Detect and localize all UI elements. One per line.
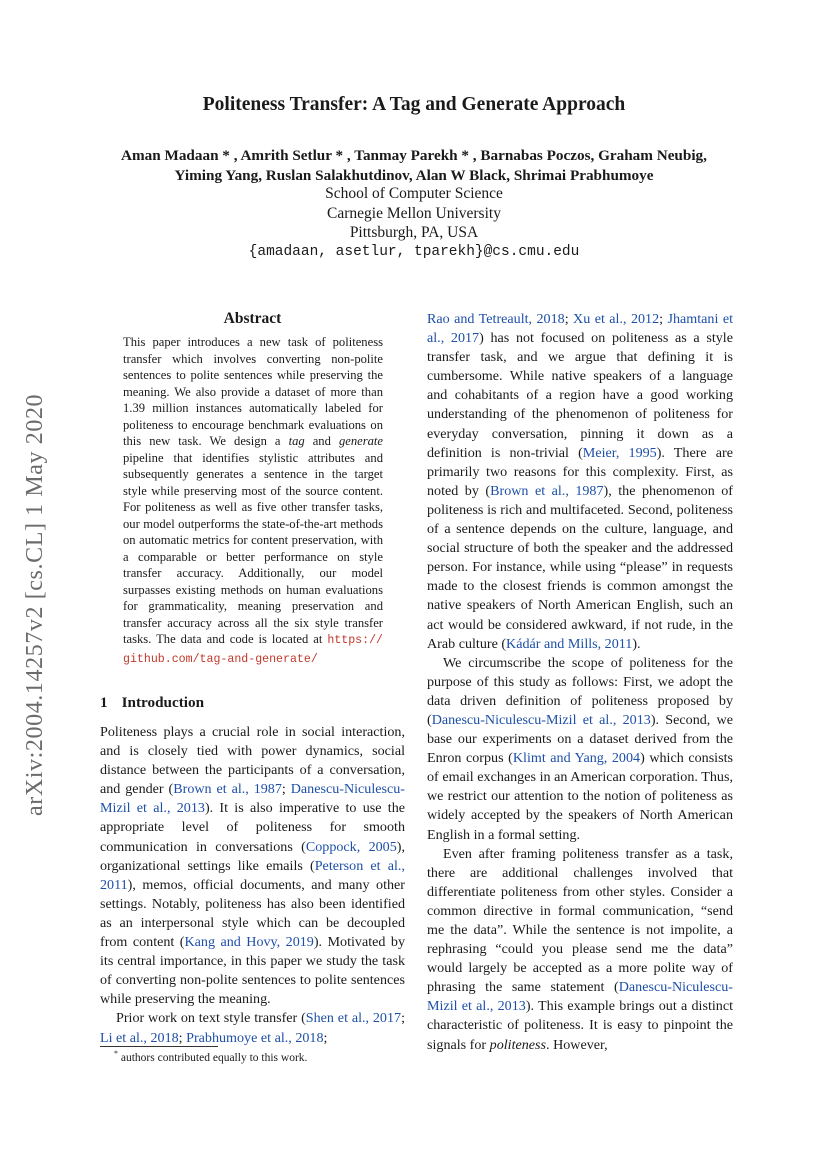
citation-link[interactable]: Coppock, 2005 xyxy=(305,838,397,855)
abstract-heading: Abstract xyxy=(223,310,282,327)
citation-link[interactable]: Meier, 1995 xyxy=(582,444,657,461)
citation-link[interactable]: Danescu-Niculescu-Mizil et al., 2013 xyxy=(100,781,405,817)
body-text: Politeness plays a crucial role in social interaction, and is closely tied with power dynamics, social distance between the participants of a conversation, and gender ( xyxy=(100,724,405,798)
abstract-emphasis: tag xyxy=(288,434,305,448)
body-text: We circumscribe the scope of politeness for the purpose of this study as follows: First, we adopt the data driven definition of politeness proposed by ( xyxy=(427,654,733,728)
citation-link[interactable]: Danescu-Niculescu-Mizil et al., 2013 xyxy=(431,711,651,728)
citation-link[interactable]: Brown et al., 1987 xyxy=(173,781,282,798)
abstract-text: This paper introduces a new task of politeness transfer which involves converting non-polite sentences to polite sentences while preserving the meaning. We also provide a dataset of more than 1.39 million instances automatically labeled for politeness to encourage benchmark evaluations on this new task. We design a xyxy=(123,335,383,448)
body-text: ), memos, official documents, and many other settings. Notably, politeness has also been identified as an interpersonal style which can be decoupled from content ( xyxy=(100,876,405,951)
body-text: ), organizational settings like emails ( xyxy=(100,838,405,874)
footnote-text: authors contributed equally to this work. xyxy=(120,1051,308,1064)
section-title: Introduction xyxy=(121,694,205,711)
body-text: ). There are primarily two reasons for this complexity. First, as noted by ( xyxy=(427,444,734,499)
author-line-2: Yiming Yang, Ruslan Salakhutdinov, Alan W Black, Shrimai Prabhumoye xyxy=(174,167,654,184)
section-number: 1 xyxy=(100,694,108,711)
body-text: ; xyxy=(323,1029,328,1046)
arxiv-identifier: arXiv:2004.14257v2 [cs.CL] 1 May 2020 xyxy=(22,393,48,817)
body-text: . However, xyxy=(546,1036,608,1053)
citation-link[interactable]: Jhamtani et al., 2017 xyxy=(427,311,734,347)
footnote xyxy=(114,1049,307,1064)
paper-title: Politeness Transfer: A Tag and Generate Approach xyxy=(202,94,626,115)
body-text: ). This example brings out a distinct characteristic of politeness. It is easy to pinpoint the signals for xyxy=(427,998,733,1053)
intro-paragraph-2 xyxy=(100,1009,405,1047)
affiliation-block xyxy=(0,184,828,262)
citation-link[interactable]: Prabhumoye et al., 2018 xyxy=(186,1029,324,1046)
affiliation-location: Pittsburgh, PA, USA xyxy=(349,224,479,241)
right-column-body xyxy=(427,310,733,1055)
affiliation-university: Carnegie Mellon University xyxy=(327,204,501,222)
abstract-emphasis: generate xyxy=(338,434,383,448)
body-text: ). Motivated by its central importance, in this paper we study the task of converting non-polite sentences to polite sentences while preserving the meaning. xyxy=(100,934,405,1008)
affiliation-school: School of Computer Science xyxy=(325,185,503,202)
left-column-body xyxy=(100,723,405,1048)
intro-paragraph-3 xyxy=(427,654,733,845)
citation-link[interactable]: Rao and Tetreault, 2018 xyxy=(427,311,565,327)
body-text: ; xyxy=(401,1010,405,1027)
citation-link[interactable]: Kádár and Mills, 2011 xyxy=(506,635,633,652)
citation-link[interactable]: Xu et al., 2012 xyxy=(573,311,660,327)
body-text: ). xyxy=(632,635,641,652)
citation-link[interactable]: Shen et al., 2017 xyxy=(305,1010,402,1027)
citation-link[interactable]: Klimt and Yang, 2004 xyxy=(512,750,641,767)
body-text: Prior work on text style transfer ( xyxy=(116,1010,306,1027)
emphasis-text: politeness xyxy=(489,1036,547,1053)
citation-link[interactable]: Kang and Hovy, 2019 xyxy=(184,934,314,951)
citation-link[interactable]: Li et al., 2018 xyxy=(100,1029,179,1046)
body-text: ) has not focused on politeness as a style transfer task, and we argue that defining it is cumbersome. While native speakers of a language and cohabitants of a region have a good working understanding of the phenomenon of politeness for everyday conversation, pinning it down as a definition is non-trivial ( xyxy=(427,330,733,461)
citation-link[interactable]: Peterson et al., 2011 xyxy=(100,857,405,893)
body-text: ; xyxy=(564,311,574,327)
body-text: ), the phenomenon of politeness is rich and multifaceted. Second, politeness of a sentence depends on the culture, language, and social structure of both the speaker and the addressed person. For instance, while using “please” in requests made to the closest friends is common amongst the native speakers of North American English, such an act would be considered awkward, if not rude, in the Arab culture ( xyxy=(427,482,733,652)
citation-link[interactable]: Brown et al., 1987 xyxy=(490,482,604,499)
abstract-body xyxy=(123,334,383,668)
section-heading xyxy=(100,694,204,712)
body-text: ). Second, we base our experiments on a dataset derived from the Enron corpus ( xyxy=(427,711,733,767)
abstract-text: and xyxy=(304,434,339,448)
intro-paragraph-1 xyxy=(100,723,405,1009)
author-line-1: Aman Madaan * , Amrith Setlur * , Tanmay Parekh * , Barnabas Poczos, Graham Neubig, xyxy=(121,147,707,164)
body-text: ; xyxy=(281,781,291,798)
body-text: ) which consists of email exchanges in an American corporation. Thus, we restrict our attention to the notion of politeness as widely accepted by the speakers of North American English in a formal setting. xyxy=(427,750,733,843)
body-text: ). It is also imperative to use the appropriate level of politeness for smooth communication in conversations ( xyxy=(100,800,406,855)
intro-paragraph-2-continued xyxy=(427,310,733,654)
code-url-link[interactable]: https:// github.com/tag-and-generate/ xyxy=(123,634,383,666)
body-text: ; xyxy=(659,311,668,327)
intro-paragraph-4 xyxy=(427,845,733,1055)
footnote-mark: * xyxy=(114,1049,118,1058)
footnote-rule xyxy=(100,1046,218,1047)
body-text: ; xyxy=(178,1029,187,1046)
citation-link[interactable]: Danescu-Niculescu-Mizil et al., 2013 xyxy=(427,979,733,1015)
author-emails: {amadaan, asetlur, tparekh}@cs.cmu.edu xyxy=(248,243,580,260)
author-list xyxy=(70,146,758,186)
abstract-text: pipeline that identifies stylistic attributes and subsequently generates a sentence in the target style while preserving most of the source content. For politeness as well as five other transfer tasks, our model outperforms the state-of-the-art methods on automatic metrics for content preservation, with a comparable or better performance on style transfer accuracy. Additionally, our model surpasses existing methods on human evaluations for grammaticality, meaning preservation and transfer accuracy across all the six style transfer tasks. The data and code is located at xyxy=(123,450,383,646)
body-text: Even after framing politeness transfer as a task, there are additional challenges involved that differentiate politeness from other styles. Consider a common directive in formal communication, “send me the data”. While the sentence is not impolite, a rephrasing “could you please send me the data” would largely be accepted as a more polite way of phrasing the same statement ( xyxy=(427,845,733,996)
